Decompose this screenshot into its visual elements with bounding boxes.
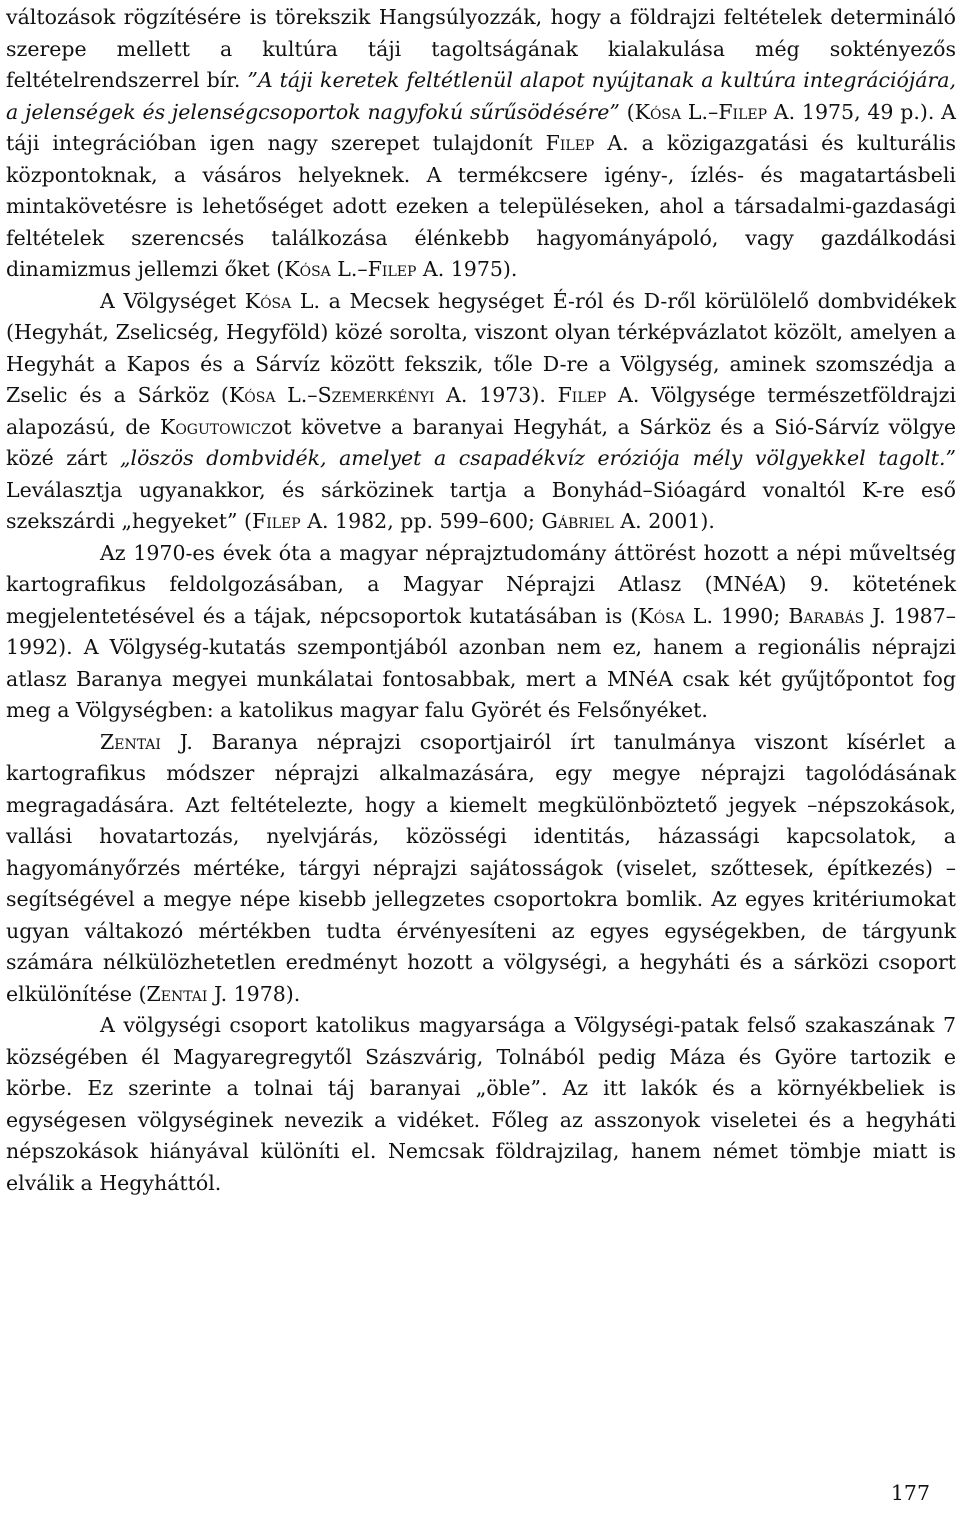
- text-run: A. 1975, 49 p.). A táji integrációban igen nagy szerepet tulajdonít: [6, 99, 956, 155]
- quotation: „löszös dombvidék, amelyet a csapadékvíz eróziója mély völgyekkel tagolt.”: [119, 446, 956, 470]
- paragraph-4: [6, 727, 956, 1011]
- text-run: J. Baranya néprajzi csoportjairól írt tanulmánya viszont kísérlet a kartografikus módszer néprajzi alkalmazására, egy megye néprajzi tagolódásának megragadására. Azt feltételezte, hogy a kiemelt megkülönböztető jegyek –népszokások, vallási hovatartozás, nyelvjárás, közösségi identitás, házassági kapcsolatok, a hagyományőrzés mértéke, tárgyi néprajzi sajátosságok (viselet, szőttesek, építkezés) – segítségével a megye népe kisebb jellegzetes csoportokra bomlik. Az egyes kritériumokat ugyan váltakozó mértékben tudta érvényesíteni az egyes egységekben, de tárgyunk számára nélkülözhetetlen eredményt hozott a völgységi, a hegyháti és a sárközi csoport elkülönítése (: [6, 729, 956, 1006]
- text-run: változások rögzítésére is törekszik Hangsúlyozzák, hogy a földrajzi feltételek determináló szerepe mellett a kultúra táji tagoltságának kialakulása még soktényezős feltételrendszerrel bír.: [6, 5, 956, 92]
- text-run: ot követve a baranyai Hegyhát, a Sárköz és a Sió-Sárvíz völgye közé zárt: [6, 414, 956, 470]
- text-run: A. 2001).: [613, 509, 715, 533]
- author-name: Barabás: [788, 603, 865, 628]
- author-name: Kósa: [634, 99, 682, 124]
- author-name: Filep: [367, 257, 417, 281]
- quotation: ”A táji keretek feltétlenül alapot nyújtanak a kultúra integrációjára, a jelenségek és jelenségcsoportok nagyfokú sűrűsödésére”: [6, 68, 956, 124]
- body-text: [6, 0, 956, 1199]
- text-run: L.–: [681, 99, 719, 124]
- author-name: Kogutowicz: [160, 414, 271, 439]
- author-name: Filep: [718, 99, 768, 124]
- page-number: 177: [890, 1481, 930, 1505]
- author-name: Zentai: [146, 981, 208, 1006]
- text-run: (: [619, 99, 635, 124]
- author-name: Gábriel: [541, 509, 614, 533]
- text-run: A. 1973).: [434, 383, 558, 407]
- author-name: Kósa: [228, 383, 276, 407]
- author-name: Kósa: [244, 288, 292, 313]
- author-name: Szemerkényi: [317, 383, 435, 407]
- text-run: J. 1978).: [207, 981, 301, 1006]
- text-run: L.–: [275, 383, 318, 407]
- text-run: A völgységi csoport katolikus magyarsága a Völgységi-patak felső szakaszának 7 községében él Magyaregregytől Szászvárig, Tolnából pedig Máza és Györe tartozik e körbe. Ez szerinte a tolnai táj baranyai „öble”. Az itt lakók és a környékbeliek is egységesen völgységinek nevezik a vidéket. Főleg az asszonyok viseletei és a hegyháti népszokások hiányával különíti el. Nemcsak földrajzilag, hanem német tömbje miatt is elválik a Hegyháttól.: [6, 1013, 956, 1195]
- paragraph-3: [6, 538, 956, 727]
- text-run: Az 1970-es évek óta a magyar néprajztudomány áttörést hozott a népi műveltség kartografikus feldolgozásában, a Magyar Néprajzi Atlasz (MNéA) 9. kötetének megjelentetésével és a tájak, népcsoportok kutatásában is (: [6, 540, 956, 628]
- author-name: Filep: [545, 131, 595, 155]
- text-run: L.–: [330, 257, 368, 281]
- paragraph-5: [6, 1010, 956, 1199]
- author-name: Kósa: [284, 257, 331, 281]
- text-run: A. 1982, pp. 599–600;: [300, 509, 542, 533]
- text-run: Leválasztja ugyanakkor, és sárközinek tartja a Bonyhád–Sióagárd vonaltól K-re eső szekszárdi „hegyeket” (: [6, 477, 956, 533]
- text-run: L. 1990;: [684, 603, 789, 628]
- author-name: Filep: [252, 509, 301, 533]
- text-run: A. 1975).: [416, 257, 518, 281]
- paragraph-1: [6, 2, 956, 286]
- author-name: Zentai: [100, 729, 161, 754]
- text-run: A. a közigazgatási és kulturális központoknak, a vásáros helyeknek. A termékcsere igény-, ízlés- és magatartásbeli mintakövetésre is lehetőséget adott ezeken a településeken, ahol a társadalmi-gazdasági feltételek szerencsés találkozása élénkebb hagyományápoló, vagy gazdálkodási dinamizmus jellemzi őket (: [6, 131, 956, 281]
- document-page: [6, 0, 956, 1523]
- text-run: J. 1987–1992). A Völgység-kutatás szempontjából azonban nem ez, hanem a regionális néprajzi atlasz Baranya megyei munkálatai fontosabbak, mert a MNéA csak két gyűjtőpontot fog meg a Völgységben: a katolikus magyar falu Györét és Felsőnyéket.: [6, 603, 956, 722]
- text-run: L. a Mecsek hegységet É-ról és D-ről körülölelő dombvidékek (Hegyhát, Zselicség, Hegyföld) közé sorolta, viszont olyan térképvázlatot közölt, amelyen a Hegyhát a Kapos és a Sárvíz között fekszik, tőle D-re a Völgység, aminek szomszédja a Zselic és a Sárköz (: [6, 288, 956, 407]
- text-run: A Völgységet: [100, 288, 245, 313]
- text-run: A. Völgysége természetföldrajzi alapozású, de: [6, 383, 957, 439]
- author-name: Filep: [557, 383, 607, 407]
- paragraph-2: [6, 286, 956, 538]
- author-name: Kósa: [638, 603, 685, 628]
